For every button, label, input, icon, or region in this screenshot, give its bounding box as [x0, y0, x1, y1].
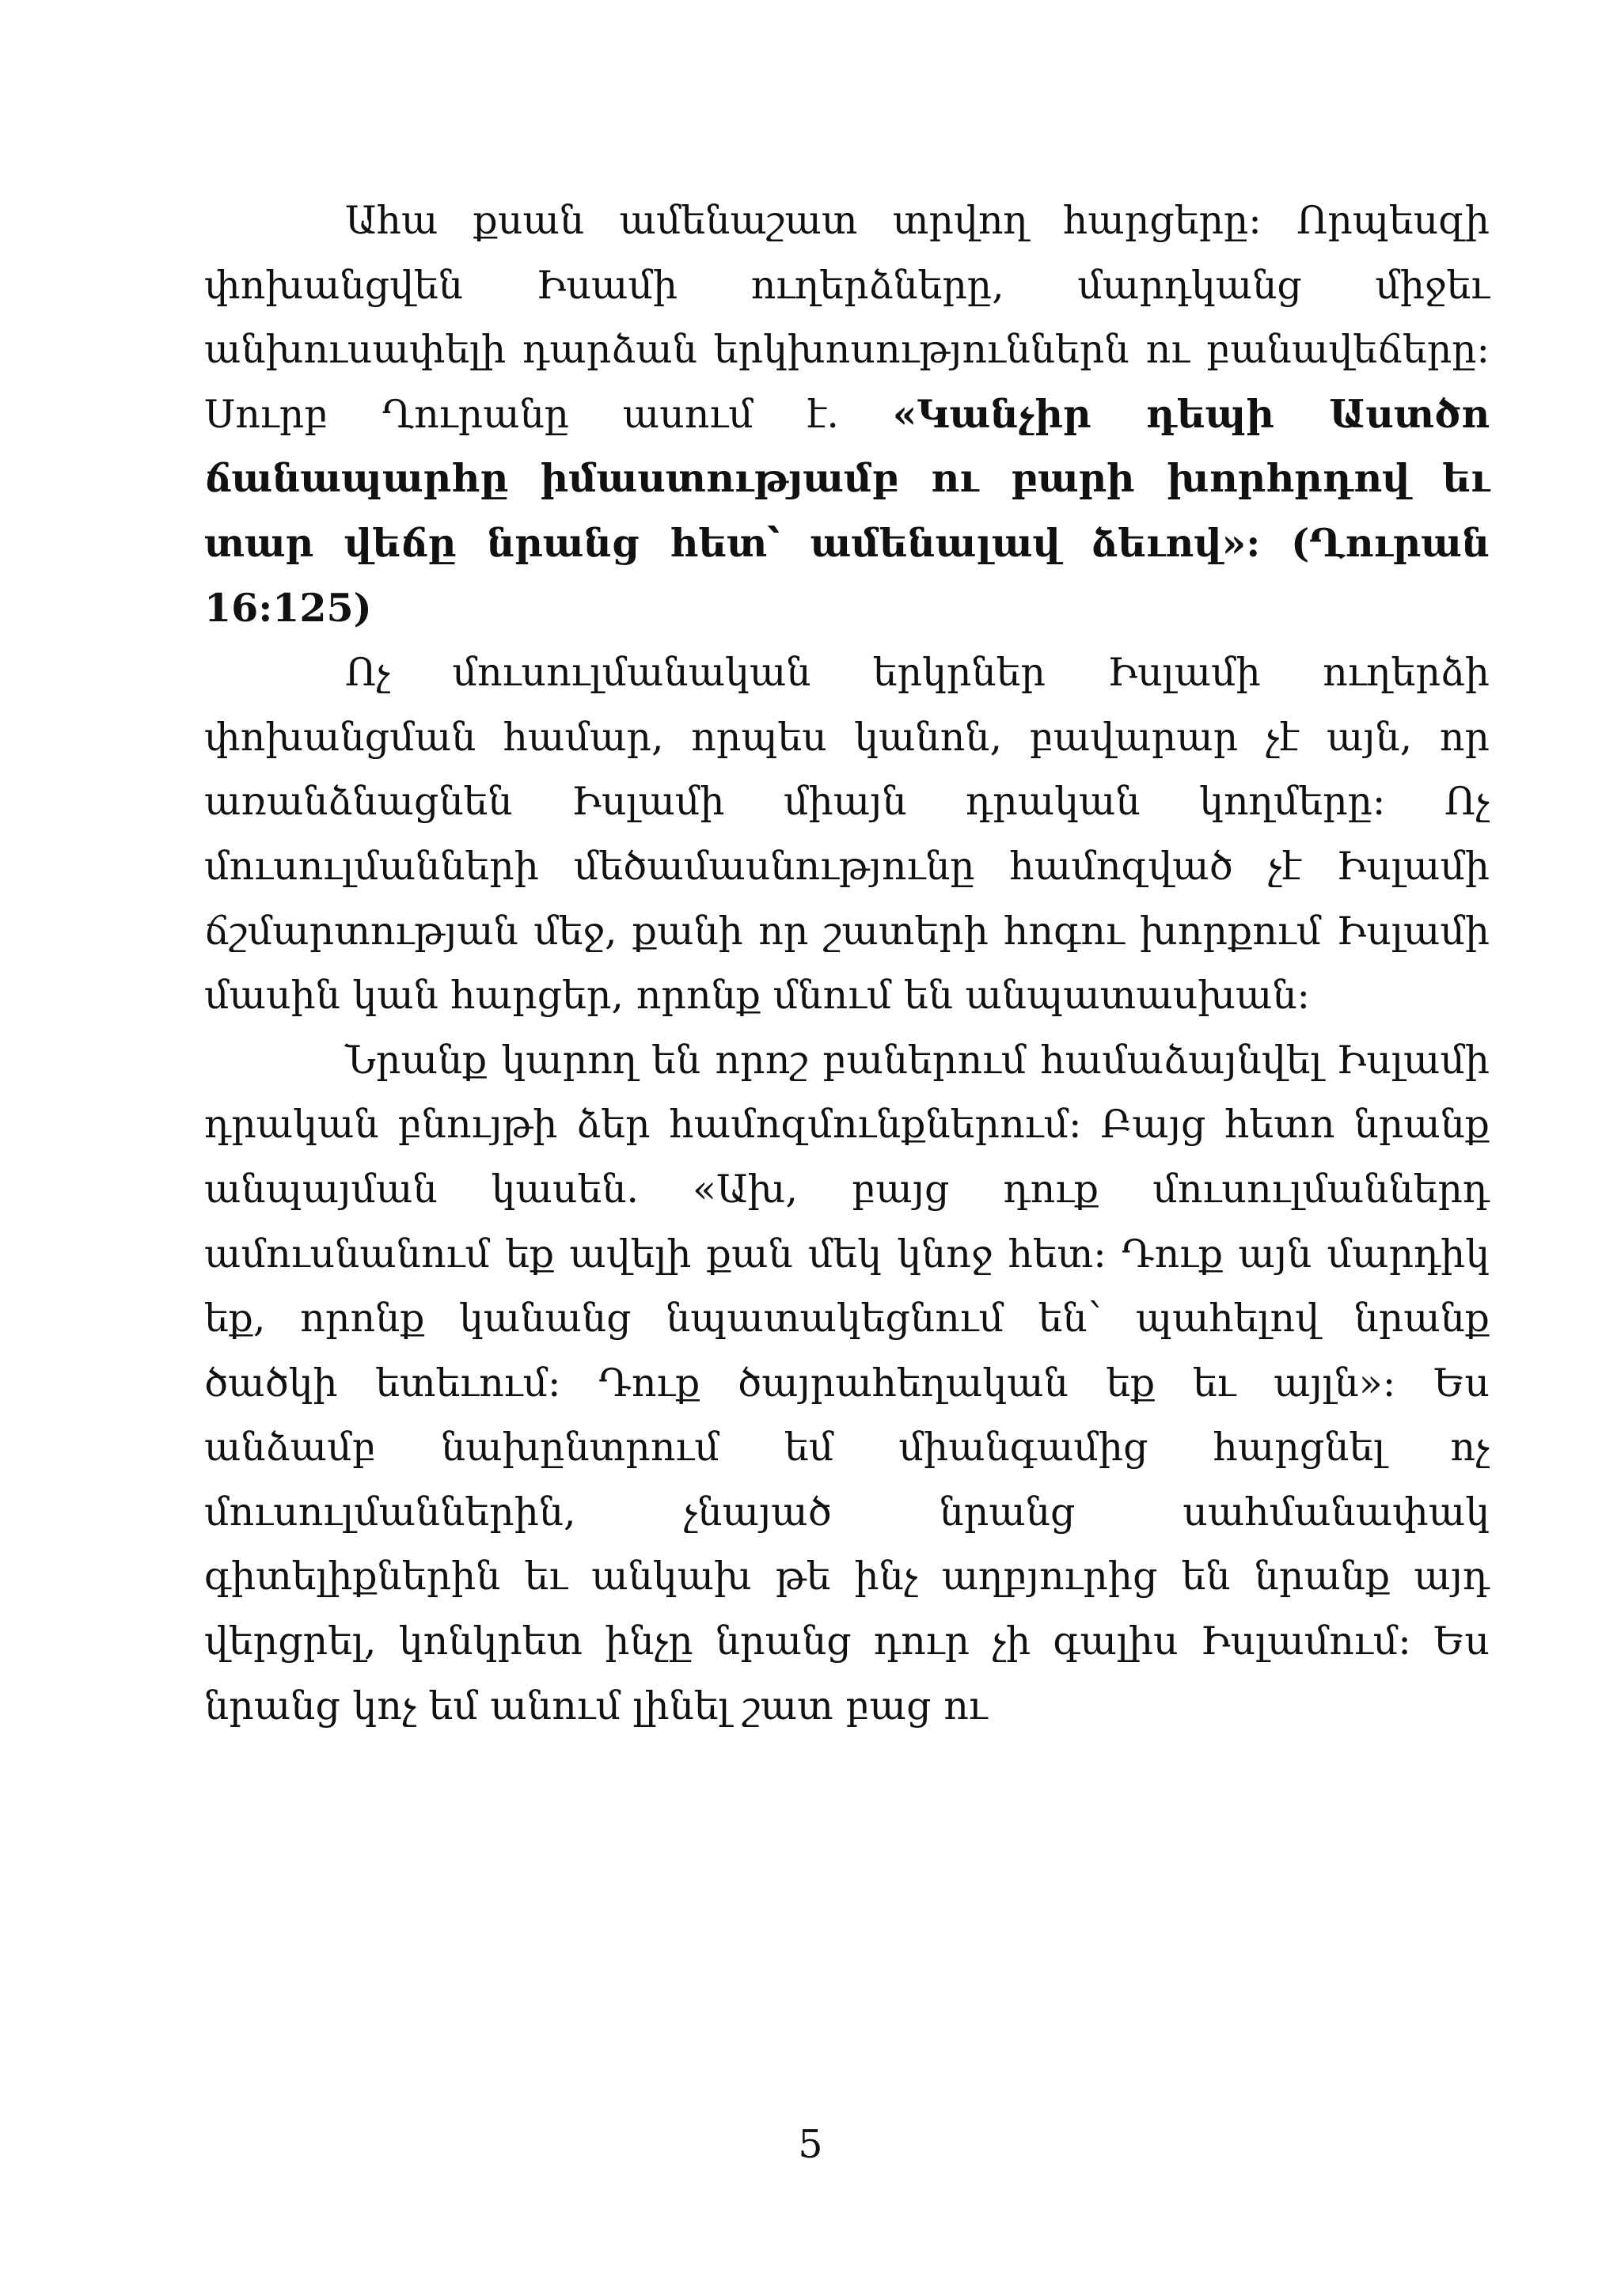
quran-quote: «Կանչիր դեպի Աստծո ճանապարհը իմաստությամբ ու բարի խորհրդով եւ տար վեճը նրանց հետ՝ ամենալավ ձեւով»: (Ղուրան 16:125)	[204, 390, 1490, 631]
paragraph-questions: Նրանք կարող են որոշ բաներում համաձայնվել Իսլամի դրական բնույթի ձեր համոզմունքներում: Բայց հետո նրանք անպայման կասեն. «Ախ, բայց դուք մուսուլմաններդ ամուսնանում եք ավելի քան մեկ կնոջ հետ: Դուք այն մարդիկ եք, որոնք կանանց նպատակեցնում են՝ պահելով նրանք ծածկի ետեւում: Դուք ծայրահեղական եք եւ այլն»: Ես անձամբ նախընտրում եմ միանգամից հարցնել ոչ մուսուլմաններին, չնայած նրանց սահմանափակ գիտելիքներին եւ անկախ թե ինչ աղբյուրից են նրանք այդ վերցրել, կոնկրետ ինչը նրանց դուր չի գալիս Իսլամում: Ես նրանց կոչ եմ անում լինել շատ բաց ու	[204, 1037, 1490, 1729]
page-number: 5	[798, 2122, 823, 2167]
body-text	[204, 188, 1490, 1738]
paragraph-non-muslim-countries: Ոչ մուսուլմանական երկրներ Իսլամի ուղերձի փոխանցման համար, որպես կանոն, բավարար չէ այն, որ առանձնացնեն Իսլամի միայն դրական կողմերը: Ոչ մուսուլմանների մեծամասնությունը համոզված չէ Իսլամի ճշմարտության մեջ, քանի որ շատերի հոգու խորքում Իսլամի մասին կան հարցեր, որոնք մնում են անպատասխան:	[204, 650, 1490, 1019]
paragraph-intro	[204, 188, 1490, 640]
intro-text: Ահա քսան ամենաշատ տրվող հարցերը: Որպեսզի փոխանցվեն Իսամի ուղերձները, մարդկանց միջեւ անխուսափելի դարձան երկխոսություններն ու բանավեճերը: Սուրբ Ղուրանը ասում է.	[204, 198, 1490, 437]
